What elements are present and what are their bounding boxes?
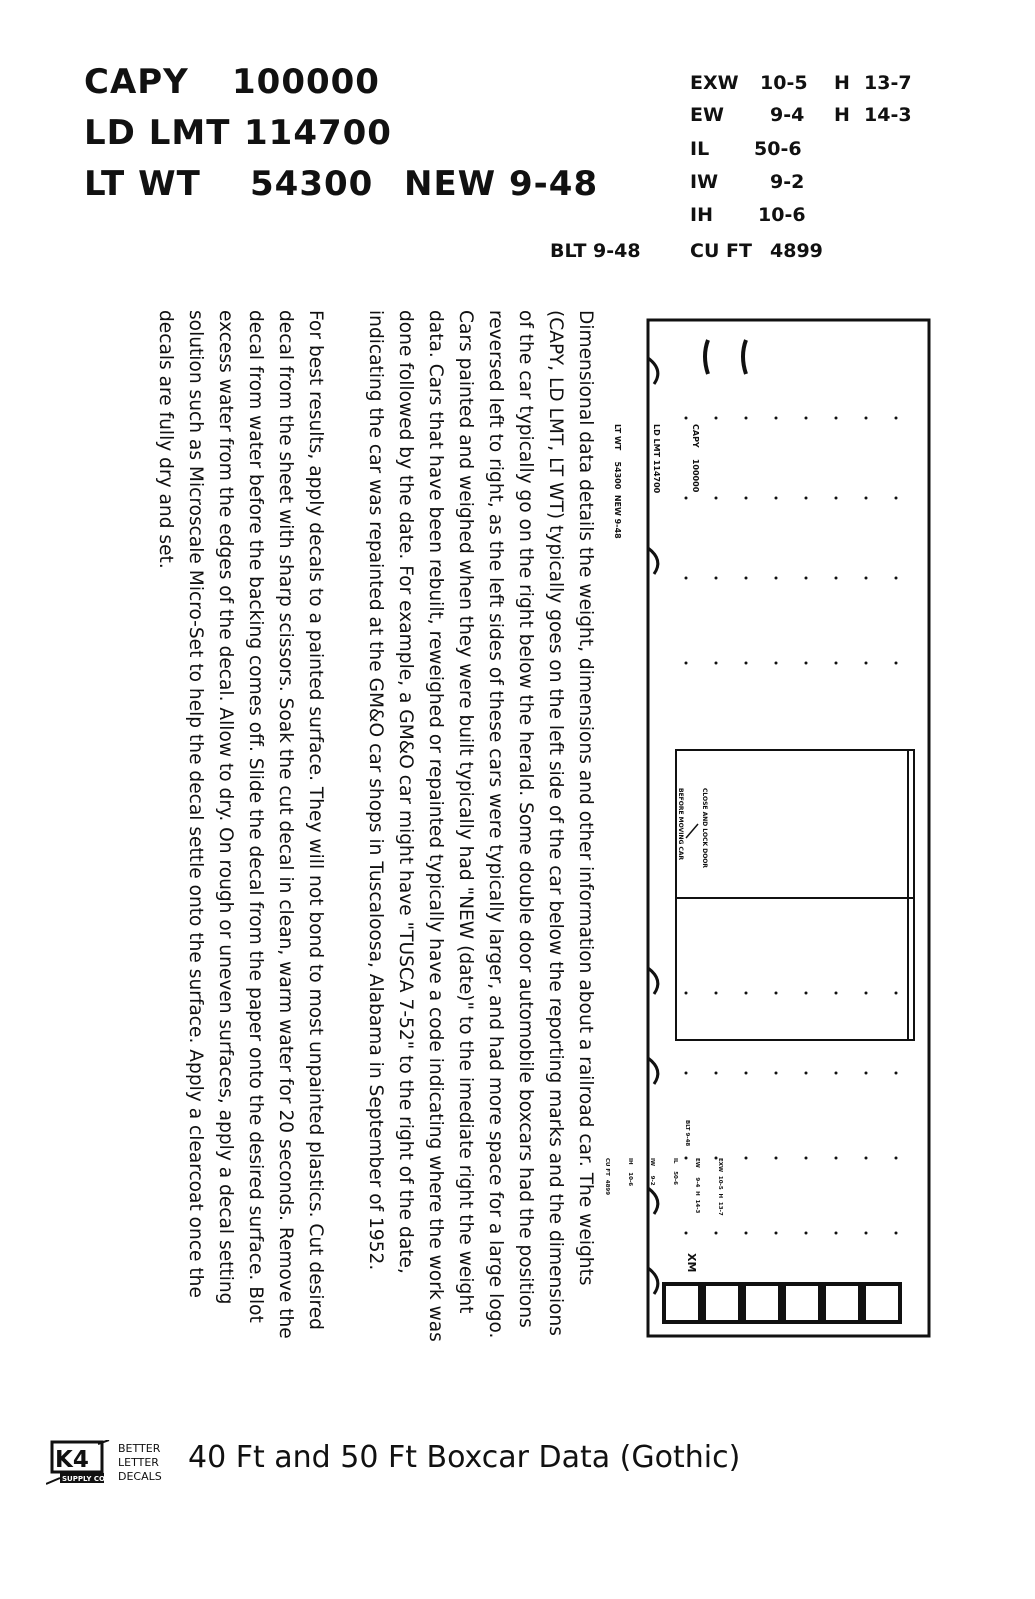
- ld-lmt-label: LD LMT: [84, 113, 231, 153]
- ew-h-value: 14-3: [864, 104, 912, 126]
- cu-ft-value: 4899: [770, 240, 823, 262]
- door-notice-line-1: CLOSE AND LOCK DOOR: [701, 788, 708, 869]
- car-weights-line-2: LD LMT 114700: [652, 424, 661, 494]
- car-class-code: XM: [685, 1253, 698, 1273]
- exw-h-label: H: [834, 72, 850, 94]
- car-dims-line-4: IW 9-2: [649, 1158, 656, 1186]
- exw-value: 10-5: [760, 72, 808, 94]
- car-dims-stencil: [588, 1158, 738, 1216]
- exw-label: EXW: [690, 72, 739, 94]
- lt-wt-label: LT WT: [84, 164, 201, 204]
- logo-sub: SUPPLY CO.: [62, 1475, 108, 1483]
- instructions-paragraph-1: Dimensional data details the weight, dimensions and other information about a railroad car. The weights (CAPY, LD LMT, LT WT) typically goes on the left side of the car below the reporting marks and the dimensions of the car typically go on the right below the herald. Some double door automobile boxcars had the positions reversed left to right, as the left sides of these cars were typically larger, and had more space for a large logo. Cars painted and weighed when they were built typically had "NEW (date)" to the imediate right the weight data. Cars that have been rebuilt, reweighed or repainted typically have a code indicating where the work was done followed by the date. For example, a GM&O car might have "TUSCA 7-52" to the right of the date, indicating the car was repainted at the GM&O car shops in Tuscaloosa, Alabama in September of 1952.: [365, 310, 596, 1342]
- tagline-decals: DECALS: [118, 1470, 162, 1483]
- new-date: NEW 9-48: [404, 164, 599, 204]
- car-dims-line-1: EXW 10-5 H 13-7: [717, 1158, 723, 1216]
- door-notice-line-2: BEFORE MOVING CAR: [677, 788, 684, 861]
- iw-value: 9-2: [770, 171, 805, 193]
- ld-lmt-value: 114700: [244, 113, 392, 153]
- il-value: 50-6: [754, 138, 802, 160]
- car-weights-stencil: [585, 424, 728, 539]
- ew-label: EW: [690, 104, 724, 126]
- sheet-title: 40 Ft and 50 Ft Boxcar Data (Gothic): [188, 1440, 741, 1475]
- car-built-date: BLT 9-48: [684, 1120, 690, 1147]
- lt-wt-value: 54300: [250, 164, 374, 204]
- car-dims-line-5: IH 10-6: [627, 1158, 633, 1187]
- car-dims-line-3: IL 50-6: [672, 1158, 678, 1185]
- cu-ft-label: CU FT: [690, 240, 752, 262]
- instructions-paragraph-2: For best results, apply decals to a painted surface. They will not bond to most unpainted plastics. Cut desired decal from the sheet with sharp scissors. Soak the cut decal in clean, warm water for 20 seconds. Remove the decal from water before the backing comes off. Slide the decal from the paper onto the desired surface. Blot excess water from the edges of the decal. Allow to dry. On rough or uneven surfaces, apply a decal setting solution such as Microscale Micro-Set to help the decal settle onto the surface. Apply a clearcoat once the decals are fully dry and set.: [155, 310, 326, 1339]
- ih-label: IH: [690, 204, 713, 226]
- logo-tagline: [118, 1442, 162, 1484]
- built-date: BLT 9-48: [550, 240, 641, 262]
- boxcar-diagram: [604, 318, 931, 1338]
- capy-label: CAPY: [84, 62, 189, 102]
- ih-value: 10-6: [758, 204, 806, 226]
- ew-h-label: H: [834, 104, 850, 126]
- car-dims-line-2: EW 9-4 H 14-3: [694, 1158, 701, 1214]
- exw-h-value: 13-7: [864, 72, 912, 94]
- tagline-letter: LETTER: [118, 1456, 159, 1469]
- ew-value: 9-4: [770, 104, 805, 126]
- door-notice: [660, 788, 724, 868]
- logo-mark: K4: [55, 1447, 89, 1473]
- car-weights-line-1: CAPY 100000: [691, 424, 700, 493]
- il-label: IL: [690, 138, 710, 160]
- instructions: [60, 310, 600, 1345]
- tagline-better: BETTER: [118, 1442, 161, 1455]
- car-weights-line-3: LT WT 54300 NEW 9-48: [613, 424, 622, 539]
- car-dims-line-6: CU FT 4899: [604, 1158, 611, 1196]
- iw-label: IW: [690, 171, 719, 193]
- k4-logo: [46, 1440, 110, 1486]
- capy-value: 100000: [232, 62, 380, 102]
